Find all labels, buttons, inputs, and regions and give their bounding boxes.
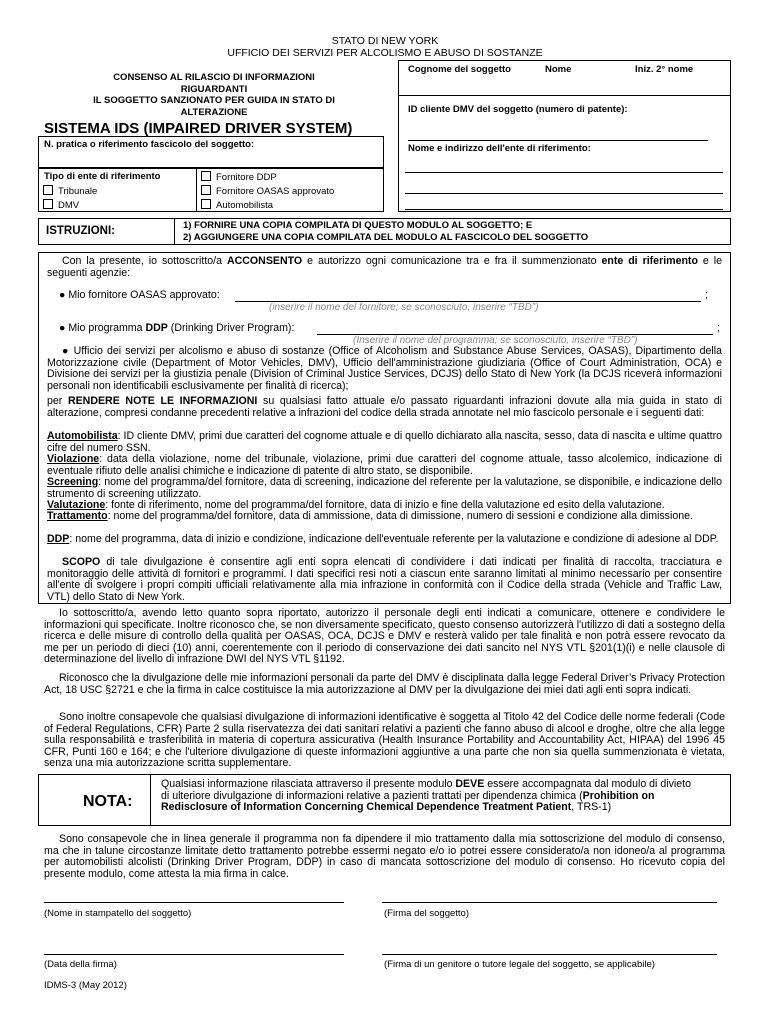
name-label: Nome <box>545 64 572 75</box>
signature-field[interactable] <box>382 890 717 903</box>
ddp-semicolon: ; <box>717 322 720 334</box>
data-screening: Screening: nome del programma/del fornitore, data di screening, indicazione del referente per la valutazione, se disponibile, e indicazione dello strumento di screening utilizzato. <box>47 476 722 500</box>
checkbox-icon[interactable] <box>201 185 211 195</box>
ref-type-dmv[interactable]: DMV <box>43 199 79 211</box>
title-line-2: RIGUARDANTI <box>180 83 248 95</box>
ref-entity-line-1[interactable] <box>405 158 723 173</box>
middle-initial-label: Iniz. 2° nome <box>635 64 694 75</box>
ddp-program-label: ● Mio programma DDP (Drinking Driver Program): <box>59 322 295 334</box>
ref-type-oasas[interactable]: Fornitore OASAS approvato <box>201 185 334 197</box>
consent-intro: Con la presente, io sottoscritto/a ACCONSENTO e autorizzo ogni comunicazione tra e fra il summenzionato ente di riferimento e le seguenti agenzie: <box>47 255 723 279</box>
consent-box <box>38 252 731 604</box>
ref-type-label: Tipo di ente di riferimento <box>44 171 161 182</box>
oasas-provider-field[interactable] <box>235 290 701 302</box>
ref-type-table <box>38 168 384 212</box>
nota-box <box>38 774 731 826</box>
print-name-field[interactable] <box>44 890 344 903</box>
oasas-provider-hint: (inserire il nome del fornitore; se sconosciuto, inserire “TBD”) <box>269 302 539 313</box>
oasas-semicolon: ; <box>705 289 708 301</box>
cfr-hipaa-paragraph: Sono inoltre consapevole che qualsiasi divulgazione di informazioni identificative è soggetta al Titolo 42 del Codice delle norme federali (Code of Federal Regulations, CFR) Parte 2 sulla riservatezza dei dati sanitari relativi a pazienti che fanno abuso di alcool e droghe, oltre che alla legge sulla responsabilità e trasferibilità in materia di copertura assicurativa (Health Insurance Portability and Accountability Act, HIPAA) del 1996 45 CFR, Punti 160 e 164; e che l'ulteriore divulgazione di queste informazioni aggiuntive a una parte che non sia quella summenzionata è vietata, senza una mia autorizzazione scritta supplementare. <box>44 711 725 769</box>
guardian-signature-field[interactable] <box>382 942 717 955</box>
signature-date-label: (Data della firma) <box>44 959 117 970</box>
ref-type-tribunale[interactable]: Tribunale <box>43 185 97 197</box>
authorization-paragraph: Io sottoscritto/a, avendo letto quanto sopra riportato, autorizzo il personale degli enti indicati a comunicare, ottenere e condividere le informazioni qui specificate. Inoltre riconosco che, se non diversamente specificato, questo consenso autorizzerà l'utilizzo di dati a sostegno della ricerca e delle misure di controllo della qualità per OASAS, OCA, DCJS e DMV e resterà valido per tale finalità e non potrà essere revocato da me per un periodo di dieci (10) anni, coerentemente con il periodo di conservazione dei dati sancito nel NYS VTL §201(1)(i) e nelle clausole di determinazione del livello di infrazione DWI del NYS VTL §1192. <box>44 607 725 665</box>
office-header: UFFICIO DEI SERVIZI PER ALCOLISMO E ABUSO DI SOSTANZE <box>227 47 543 59</box>
ref-entity-line-2[interactable] <box>405 179 723 194</box>
checkbox-icon[interactable] <box>43 199 53 209</box>
instruction-step-2: 2) AGGIUNGERE UNA COPIA COMPILATA DEL MODULO AL FASCICOLO DEL SOGGETTO <box>183 231 589 243</box>
dmv-id-label: ID cliente DMV del soggetto (numero di patente): <box>408 104 628 115</box>
data-automobilista: Automobilista: ID cliente DMV, primi due caratteri del cognome attuale e di quello dichiarato alla nascita, sesso, data di nascita e ultime quattro cifre del numero SSN. <box>47 430 722 454</box>
dmv-privacy-paragraph: Riconosco che la divulgazione delle mie informazioni personali da parte del DMV è disciplinata dalla legge Federal Driver’s Privacy Protection Act, 18 USC §2721 e che la firma in calce costituisce la mia autorizzazione al DMV per la divulgazione dei miei dati agli enti sopra indicati. <box>44 672 725 696</box>
signature-date-field[interactable] <box>44 942 344 955</box>
instructions-label: ISTRUZIONI: <box>46 225 115 237</box>
checkbox-icon[interactable] <box>43 185 53 195</box>
signature-label: (Firma del soggetto) <box>384 908 470 919</box>
ddp-program-field[interactable] <box>317 323 713 335</box>
checkbox-icon[interactable] <box>201 199 211 209</box>
nota-label: NOTA: <box>83 793 133 810</box>
practice-number-box[interactable] <box>38 136 384 168</box>
print-name-label: (Nome in stampatello del soggetto) <box>44 908 192 919</box>
form-code: IDMS-3 (May 2012) <box>44 980 127 991</box>
data-ddp: DDP: nome del programma, data di inizio e condizione, indicazione dell'eventuale referente per la valutazione e condizione di adesione al DDP. <box>47 533 719 545</box>
title-line-4: ALTERAZIONE <box>180 106 248 118</box>
subject-info-box <box>398 60 731 212</box>
ref-entity-line-3[interactable] <box>405 199 723 210</box>
surname-label: Cognome del soggetto <box>408 64 511 75</box>
instructions-box <box>38 218 731 245</box>
title-line-3: IL SOGGETTO SANZIONATO PER GUIDA IN STATO DI <box>93 95 335 106</box>
purpose-paragraph: per RENDERE NOTE LE INFORMAZIONI su qualsiasi fatto attuale e/o passato riguardanti infrazioni dovute alla mia guida in stato di alterazione, compresi condanne precedenti relative a infrazioni del codice della strada annotate nel mio fascicolo personale e i seguenti dati: <box>47 395 722 419</box>
system-title: SISTEMA IDS (IMPAIRED DRIVER SYSTEM) <box>44 120 353 137</box>
title-line-1: CONSENSO AL RILASCIO DI INFORMAZIONI <box>113 72 315 83</box>
guardian-signature-label: (Firma di un genitore o tutore legale del soggetto, se applicabile) <box>384 959 655 970</box>
ref-entity-label: Nome e indirizzo dell'ente di riferimento: <box>408 143 591 154</box>
ref-type-automobilista[interactable]: Automobilista <box>201 199 273 211</box>
dmv-id-field[interactable] <box>408 127 708 141</box>
instruction-step-1: 1) FORNIRE UNA COPIA COMPILATA DI QUESTO MODULO AL SOGGETTO; E <box>183 220 533 231</box>
form-title <box>44 72 384 118</box>
agencies-paragraph: ● Ufficio dei servizi per alcolismo e abuso di sostanze (Office of Alcoholism and Substance Abuse Services, OASAS), Dipartimento della Motorizzazione civile (Department of Motor Vehicles, DMV), Ufficio dell'amministrazione giudiziaria (Office of Court Administration, OCA) e Divisione dei servizi per la giustizia penale (Division of Criminal Justice Services, DCJS) dello Stato di New York (la DCJS riceverà informazioni personali non identificabili esclusivamente per finalità di ricerca); <box>47 345 722 392</box>
data-valutazione: Valutazione: fonte di riferimento, nome del programma/del fornitore, data di inizio e fine della valutazione ed esito della valutazione. <box>47 499 665 511</box>
scope-paragraph: SCOPO di tale divulgazione è consentire agli enti sopra elencati di condividere i dati indicati per finalità di raccolta, tracciatura e monitoraggio delle attività di fornitori e programmi. I dati specifici resi noti a ciascun ente saranno limitati al minimo necessario per consentire all'ente di svolgere i propri compiti ufficiali relativamente alla mia infrazione in conformità con il Codice della strada (Vehicle and Traffic Law, VTL) dello Stato di New York. <box>47 556 722 603</box>
nota-text: Qualsiasi informazione rilasciata attraverso il presente modulo DEVE essere accompagnata dal modulo di divieto di ulteriore divulgazione di informazioni relative a pazienti trattati per dipendenza chimica (Prohibition on Redisclosure of Information Concerning Chemical Dependence Treatment Patient, TRS-1) <box>161 778 691 813</box>
practice-number-label: N. pratica o riferimento fascicolo del soggetto: <box>44 139 255 150</box>
oasas-provider-label: ● Mio fornitore OASAS approvato: <box>59 289 220 301</box>
ddp-program-hint: (Inserire il nome del programma; se sconosciuto, inserire “TBD”) <box>353 335 638 346</box>
data-violazione: Violazione: data della violazione, nome del tribunale, violazione, primi due caratteri del cognome attuale, tasso alcolemico, indicazione di eventuale rifiuto delle analisi chimiche e indicazione di patente di altro stato, se disponibile. <box>47 453 722 477</box>
state-header: STATO DI NEW YORK <box>331 35 439 47</box>
data-trattamento: Trattamento: nome del programma/del fornitore, data di ammissione, data di dimissione, numero di sessioni e condizione alla dimissione. <box>47 510 693 522</box>
ref-type-ddp[interactable]: Fornitore DDP <box>201 171 277 183</box>
checkbox-icon[interactable] <box>201 171 211 181</box>
final-consent-paragraph: Sono consapevole che in linea generale il programma non fa dipendere il mio trattamento dalla mia sottoscrizione del modulo di consenso, ma che in talune circostanze limitate detto trattamento potrebbe essermi negato e/o io potrei essere considerato/a non idoneo/a al programma per automobilisti alcolisti (Drinking Driver Program, DDP) in caso di mancata sottoscrizione del modulo di consenso. Ho ricevuto copia del presente modulo, come attesta la mia firma in calce. <box>44 833 725 880</box>
